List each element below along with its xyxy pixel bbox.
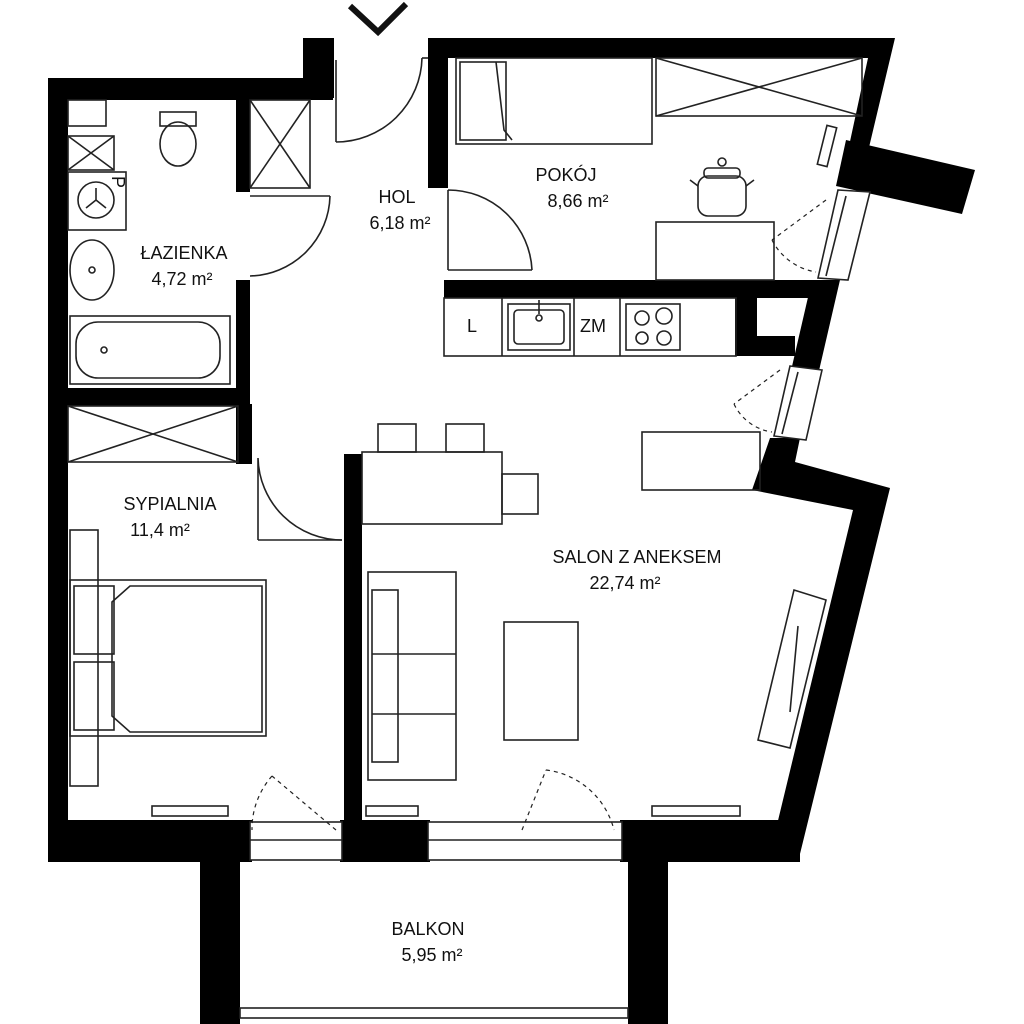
fridge-label: L: [467, 316, 478, 336]
dining-chair-3: [502, 474, 538, 514]
wall-bath-bottom: [48, 388, 250, 406]
wall-balcony-left: [200, 852, 240, 1024]
bedside-table: [70, 530, 98, 786]
tv: [790, 626, 798, 712]
room-name-pokoj: POKÓJ: [535, 165, 597, 185]
wall-door-jamb-left: [320, 38, 334, 98]
kitchen: [444, 298, 760, 490]
shaft-small: [68, 100, 106, 126]
wall-balcony-right: [628, 852, 668, 1024]
room-name-balkon: BALKON: [391, 919, 465, 939]
door-pokoj: [448, 190, 532, 270]
single-bed-pillow: [460, 62, 506, 140]
bathroom-sink: [70, 240, 114, 300]
room-name-hol: HOL: [378, 187, 416, 207]
wall-left: [48, 78, 68, 862]
window-salon-door: [428, 822, 622, 860]
sofa: [368, 572, 456, 780]
radiator-salon-left: [366, 806, 418, 816]
burner-1: [635, 311, 649, 325]
room-area-hol: 6,18 m²: [369, 213, 431, 233]
desk-chair: [690, 158, 754, 216]
dining-chair-1: [378, 424, 416, 452]
pokoj-furniture: [456, 58, 862, 280]
window-sypialnia-door: [250, 822, 342, 860]
wall-top-bath: [48, 78, 310, 100]
kitchen-island: [642, 432, 760, 490]
bathroom-fixtures: [68, 100, 310, 384]
pillow-1: [74, 586, 114, 654]
burner-2: [656, 308, 672, 324]
burner-3: [636, 332, 648, 344]
wall-top-pokoj: [428, 38, 895, 160]
room-name-lazienka: ŁAZIENKA: [140, 243, 228, 263]
balcony-railing: [240, 1008, 628, 1018]
wall-right-mid: [752, 438, 890, 862]
wall-bottom-mid: [340, 820, 430, 862]
radiator-pokoj: [817, 125, 836, 166]
room-area-pokoj: 8,66 m²: [547, 191, 609, 211]
wall-bath-right-upper: [236, 98, 250, 192]
wall-bath-right-lower: [236, 280, 250, 406]
toilet-tank: [160, 112, 196, 126]
room-area-sypialnia: 11,4 m²: [130, 520, 190, 540]
wall-pokoj-left-upper: [428, 38, 448, 188]
single-bed: [456, 58, 652, 144]
room-name-sypialnia: SYPIALNIA: [123, 494, 217, 514]
toilet-bowl: [160, 122, 196, 166]
pillow-2: [74, 662, 114, 730]
door-entrance: [336, 58, 422, 142]
dishwasher-label: ZM: [580, 316, 606, 336]
dining-table: [362, 452, 502, 524]
room-area-balkon: 5,95 m²: [401, 945, 463, 965]
room-name-salon: SALON Z ANEKSEM: [552, 547, 722, 567]
chevron-down-icon: [350, 4, 406, 32]
double-bed: [70, 580, 266, 736]
wall-syp-salon: [344, 454, 362, 832]
duvet: [112, 586, 262, 732]
coffee-table: [504, 622, 578, 740]
dining-chair-2: [446, 424, 484, 452]
door-sypialnia: [258, 458, 342, 540]
burner-4: [657, 331, 671, 345]
room-area-salon: 22,74 m²: [589, 573, 661, 593]
windows: [152, 190, 870, 1018]
cooktop: [626, 304, 680, 350]
desk: [656, 222, 774, 280]
wall-pokoj-bottom: [444, 280, 814, 298]
door-lazienka: [250, 196, 330, 276]
radiator-sypialnia: [152, 806, 228, 816]
window-kitchen: [774, 366, 822, 440]
washer-label: P: [108, 176, 128, 189]
wall-kitchen-post-b: [735, 336, 795, 356]
radiator-salon-right: [652, 806, 740, 816]
bathtub: [70, 316, 230, 384]
room-area-lazienka: 4,72 m²: [151, 269, 213, 289]
